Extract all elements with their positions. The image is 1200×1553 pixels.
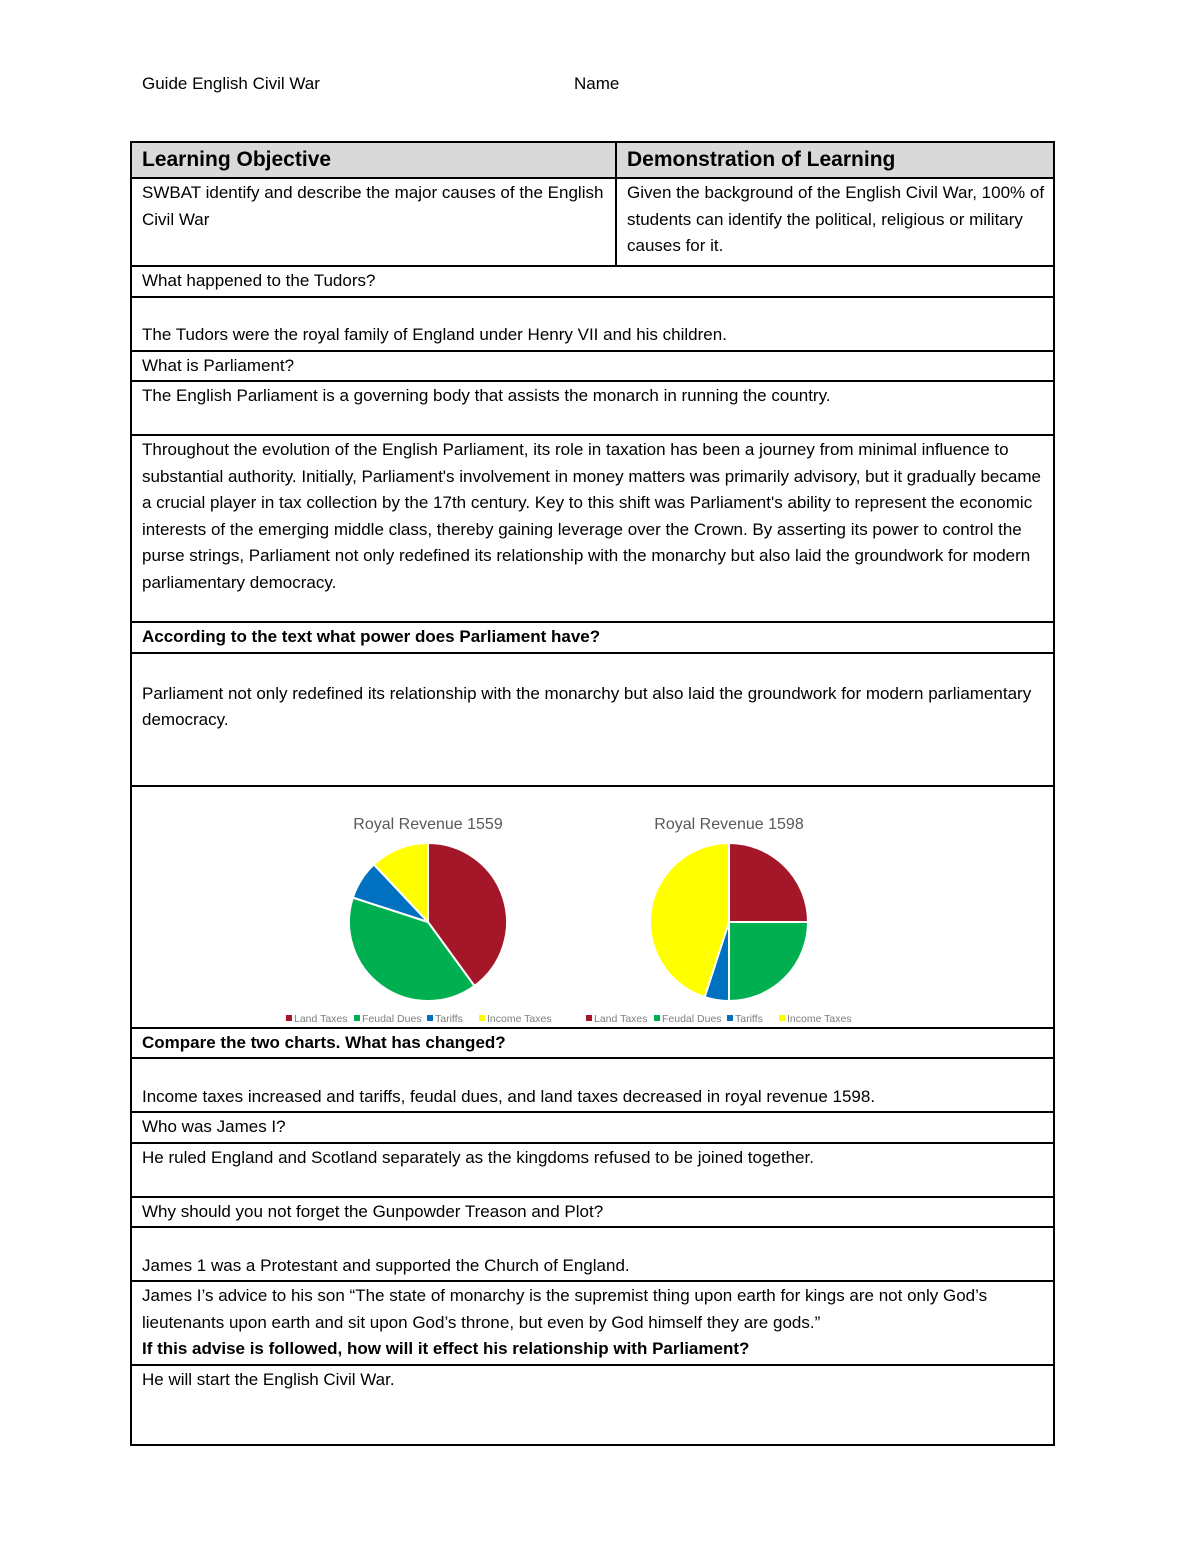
guide-table (130, 141, 1055, 1446)
pie-slice-feudal-dues (729, 922, 808, 1001)
legend-swatch (727, 1015, 733, 1021)
parliament-answer[interactable]: The English Parliament is a governing body that assists the monarch in running the country. (131, 381, 1054, 435)
legend-label: Feudal Dues (362, 1012, 422, 1025)
legend-label: Feudal Dues (662, 1012, 722, 1025)
parliament-passage: Throughout the evolution of the English Parliament, its role in taxation has been a journey from minimal influence to substantial authority. Initially, Parliament's involvement in money matters was primarily advisory, but it gradually became a crucial player in tax collection by the 17th century. Key to this shift was Parliament's ability to represent the economic interests of the emerging middle class, thereby gaining leverage over the Crown. By asserting its power to control the purse strings, Parliament not only redefined its relationship with the monarchy but also laid the groundwork for modern parliamentary democracy. (131, 435, 1054, 622)
gunpowder-question: Why should you not forget the Gunpowder Treason and Plot? (131, 1197, 1054, 1228)
legend-label: Land Taxes (294, 1012, 348, 1025)
compare-answer[interactable]: Income taxes increased and tariffs, feudal dues, and land taxes decreased in royal revenue 1598. (131, 1058, 1054, 1112)
legend-swatch (479, 1015, 485, 1021)
legend-swatch (654, 1015, 660, 1021)
advice-cell (131, 1281, 1054, 1365)
james-answer[interactable]: He ruled England and Scotland separately as the kingdoms refused to be joined together. (131, 1143, 1054, 1197)
learning-objective-text: SWBAT identify and describe the major causes of the English Civil War (131, 178, 616, 266)
objectives-row (131, 178, 1054, 266)
document-title: Guide English Civil War (142, 74, 320, 93)
legend-swatch (779, 1015, 785, 1021)
revenue-charts (132, 787, 1051, 1027)
pie-chart-2 (586, 816, 852, 1025)
advice-answer[interactable]: He will start the English Civil War. (131, 1365, 1054, 1445)
power-answer[interactable]: Parliament not only redefined its relationship with the monarchy but also laid the groundwork for modern parliamentary democracy. (131, 653, 1054, 786)
legend-swatch (354, 1015, 360, 1021)
legend-label: Income Taxes (487, 1012, 552, 1025)
revenue-charts-cell (131, 786, 1054, 1028)
page-header (142, 74, 1042, 98)
pie-chart-1 (286, 816, 552, 1025)
legend-swatch (586, 1015, 592, 1021)
compare-question: Compare the two charts. What has changed? (131, 1028, 1054, 1059)
pie-slice-land-taxes (729, 843, 808, 922)
legend-label: Tariffs (435, 1012, 463, 1025)
gunpowder-answer[interactable]: James 1 was a Protestant and supported the Church of England. (131, 1227, 1054, 1281)
legend-label: Income Taxes (787, 1012, 852, 1025)
legend-swatch (286, 1015, 292, 1021)
advice-question: If this advise is followed, how will it effect his relationship with Parliament? (142, 1339, 750, 1358)
demonstration-text: Given the background of the English Civil War, 100% of students can identify the political, religious or military causes for it. (616, 178, 1054, 266)
chart-title: Royal Revenue 1598 (654, 815, 804, 833)
name-label: Name (574, 74, 620, 93)
advice-quote: James I’s advice to his son “The state of monarchy is the supremist thing upon earth for kings are not only God’s lieutenants upon earth and sit upon God’s throne, but even by God himself they are gods.” (142, 1286, 988, 1332)
chart-title: Royal Revenue 1559 (353, 815, 503, 833)
learning-objective-heading: Learning Objective (131, 142, 616, 178)
tudors-answer[interactable]: The Tudors were the royal family of England under Henry VII and his children. (131, 297, 1054, 351)
parliament-question: What is Parliament? (131, 351, 1054, 382)
objectives-header-row (131, 142, 1054, 178)
demonstration-heading: Demonstration of Learning (616, 142, 1054, 178)
tudors-question: What happened to the Tudors? (131, 266, 1054, 297)
legend-swatch (427, 1015, 433, 1021)
legend-label: Tariffs (735, 1012, 763, 1025)
legend-label: Land Taxes (594, 1012, 648, 1025)
james-question: Who was James I? (131, 1112, 1054, 1143)
power-question: According to the text what power does Parliament have? (131, 622, 1054, 653)
